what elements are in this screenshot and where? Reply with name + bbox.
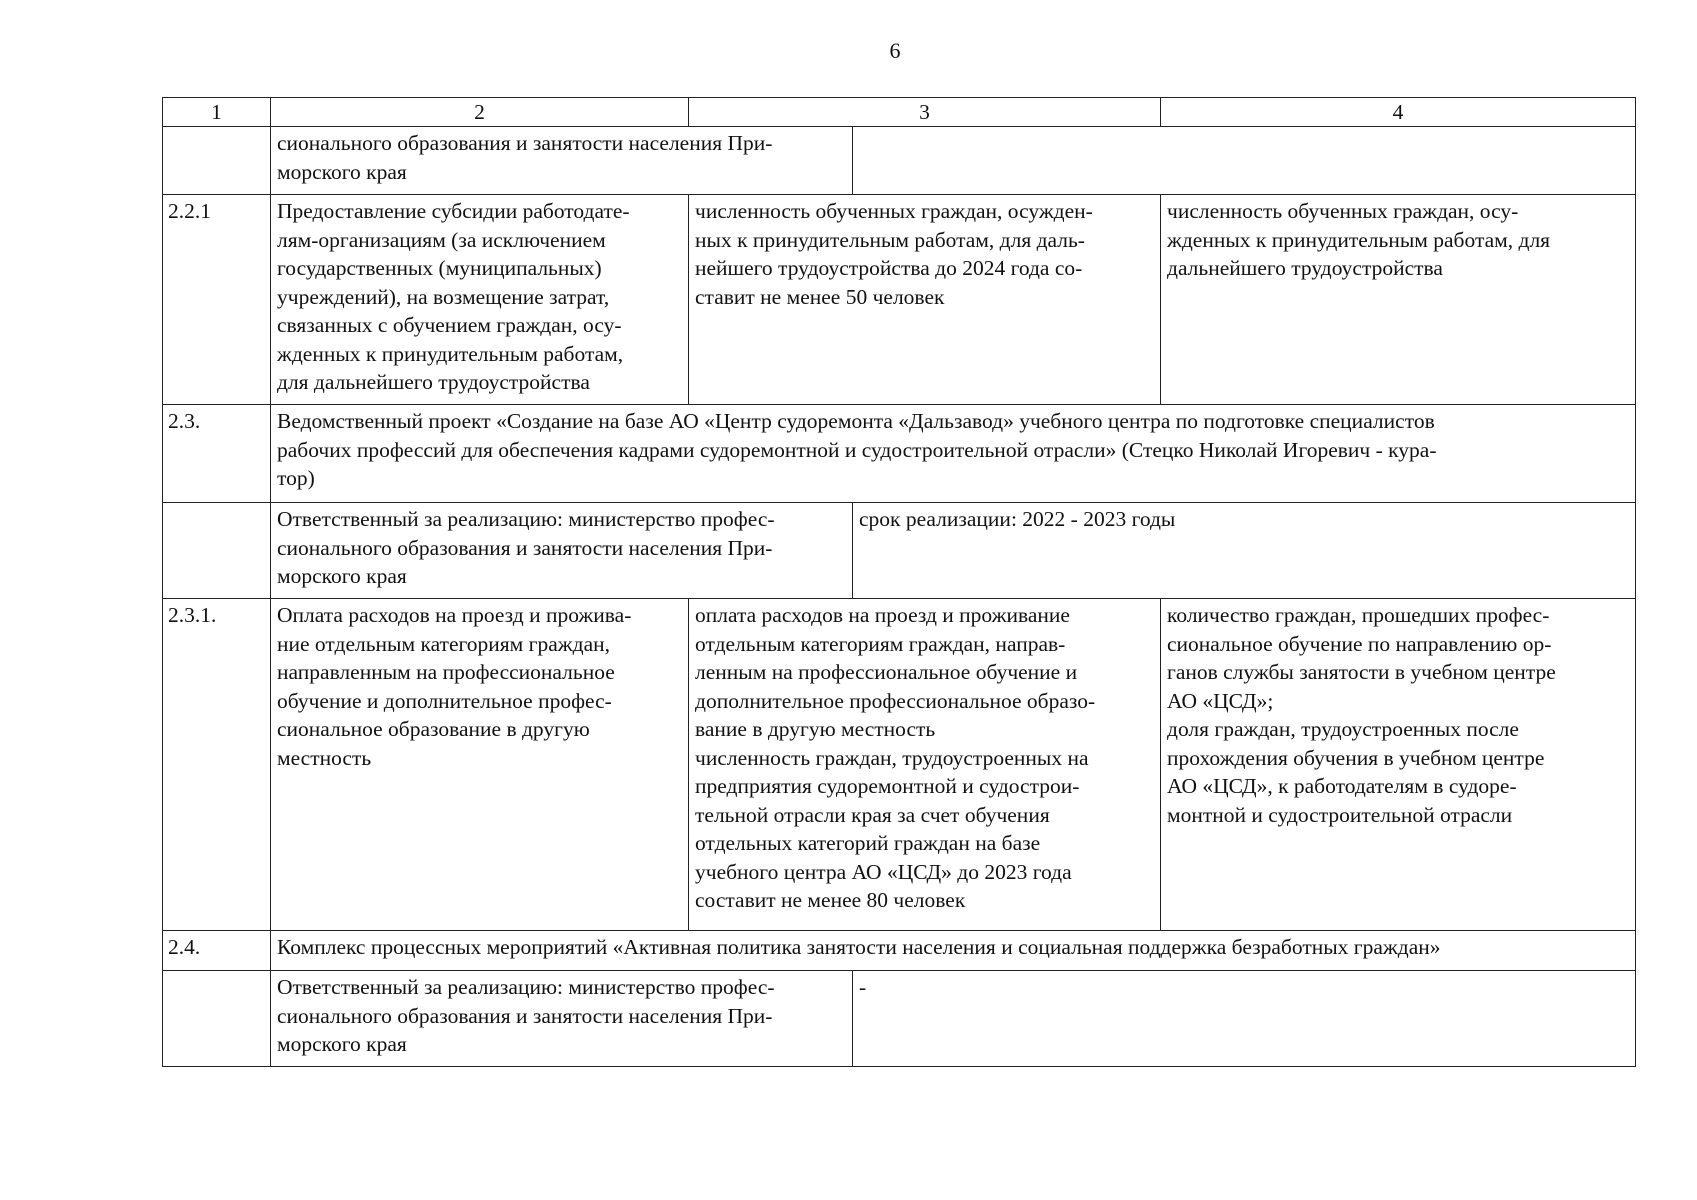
result-text: численность обученных граждан, осужден- ных к принудительным работам, для даль- нейшего трудоустройства до 2024 года со- ставит не менее 50 человек bbox=[689, 195, 1161, 405]
indicator-text: численность обученных граждан, осу- жденных к принудительным работам, для дальнейшего трудоустройства bbox=[1161, 195, 1636, 405]
empty-cell bbox=[853, 127, 1636, 195]
table-row bbox=[163, 503, 1636, 599]
row-number-cell bbox=[163, 503, 271, 599]
header-col-3: 3 bbox=[689, 98, 1161, 127]
row-number: 2.2.1 bbox=[163, 195, 271, 405]
table-row bbox=[163, 195, 1636, 405]
header-col-4: 4 bbox=[1161, 98, 1636, 127]
responsible-text: Ответственный за реализацию: министерство профес- сионального образования и занятости населения При- морского края bbox=[271, 503, 853, 599]
responsible-text: Ответственный за реализацию: министерство профес- сионального образования и занятости населения При- морского края bbox=[271, 971, 853, 1067]
table-row bbox=[163, 405, 1636, 503]
header-col-2: 2 bbox=[271, 98, 689, 127]
activity-text: Предоставление субсидии работодате- лям-организациям (за исключением государственных (муниципальных) учреждений), на возмещение затрат, связанных с обучением граждан, осу- жденных к принудительным работам, для дальнейшего трудоустройства bbox=[271, 195, 689, 405]
term-text: срок реализации: 2022 - 2023 годы bbox=[853, 503, 1636, 599]
header-row bbox=[163, 98, 1636, 127]
header-col-1: 1 bbox=[163, 98, 271, 127]
term-text: - bbox=[853, 971, 1636, 1067]
result-text: оплата расходов на проезд и проживание отдельным категориям граждан, направ- ленным на профессиональное обучение и дополнительное профессиональное образо- вание в другую местность численность граждан, трудоустроенных на предприятия судоремонтной и судострои- тельной отрасли края за счет обучения отдельных категорий граждан на базе учебного центра АО «ЦСД» до 2023 года составит не менее 80 человек bbox=[689, 599, 1161, 931]
table-row bbox=[163, 599, 1636, 931]
complex-title: Комплекс процессных мероприятий «Активная политика занятости населения и социальная поддержка безработных граждан» bbox=[271, 931, 1636, 971]
row-number: 2.3. bbox=[163, 405, 271, 503]
row-number: 2.4. bbox=[163, 931, 271, 971]
project-title: Ведомственный проект «Создание на базе АО «Центр судоремонта «Дальзавод» учебного центра по подготовке специалистов рабочих профессий для обеспечения кадрами судоремонтной и судостроительной отрасли» (Стецко Николай Игоревич - кура- тор) bbox=[271, 405, 1636, 503]
table-row bbox=[163, 127, 1636, 195]
responsible-text: сионального образования и занятости населения При- морского края bbox=[271, 127, 853, 195]
row-number-cell bbox=[163, 971, 271, 1067]
indicator-text: количество граждан, прошедших профес- сиональное обучение по направлению ор- ганов службы занятости в учебном центре АО «ЦСД»; доля граждан, трудоустроенных после прохождения обучения в учебном центре АО «ЦСД», к работодателям в судоре- монтной и судостроительной отрасли bbox=[1161, 599, 1636, 931]
table-row bbox=[163, 931, 1636, 971]
plan-table bbox=[162, 97, 1636, 1067]
activity-text: Оплата расходов на проезд и прожива- ние отдельным категориям граждан, направленным на профессиональное обучение и дополнительное профес- сиональное образование в другую местность bbox=[271, 599, 689, 931]
row-number: 2.3.1. bbox=[163, 599, 271, 931]
table-row bbox=[163, 971, 1636, 1067]
row-number-cell bbox=[163, 127, 271, 195]
page-number: 6 bbox=[889, 38, 901, 63]
